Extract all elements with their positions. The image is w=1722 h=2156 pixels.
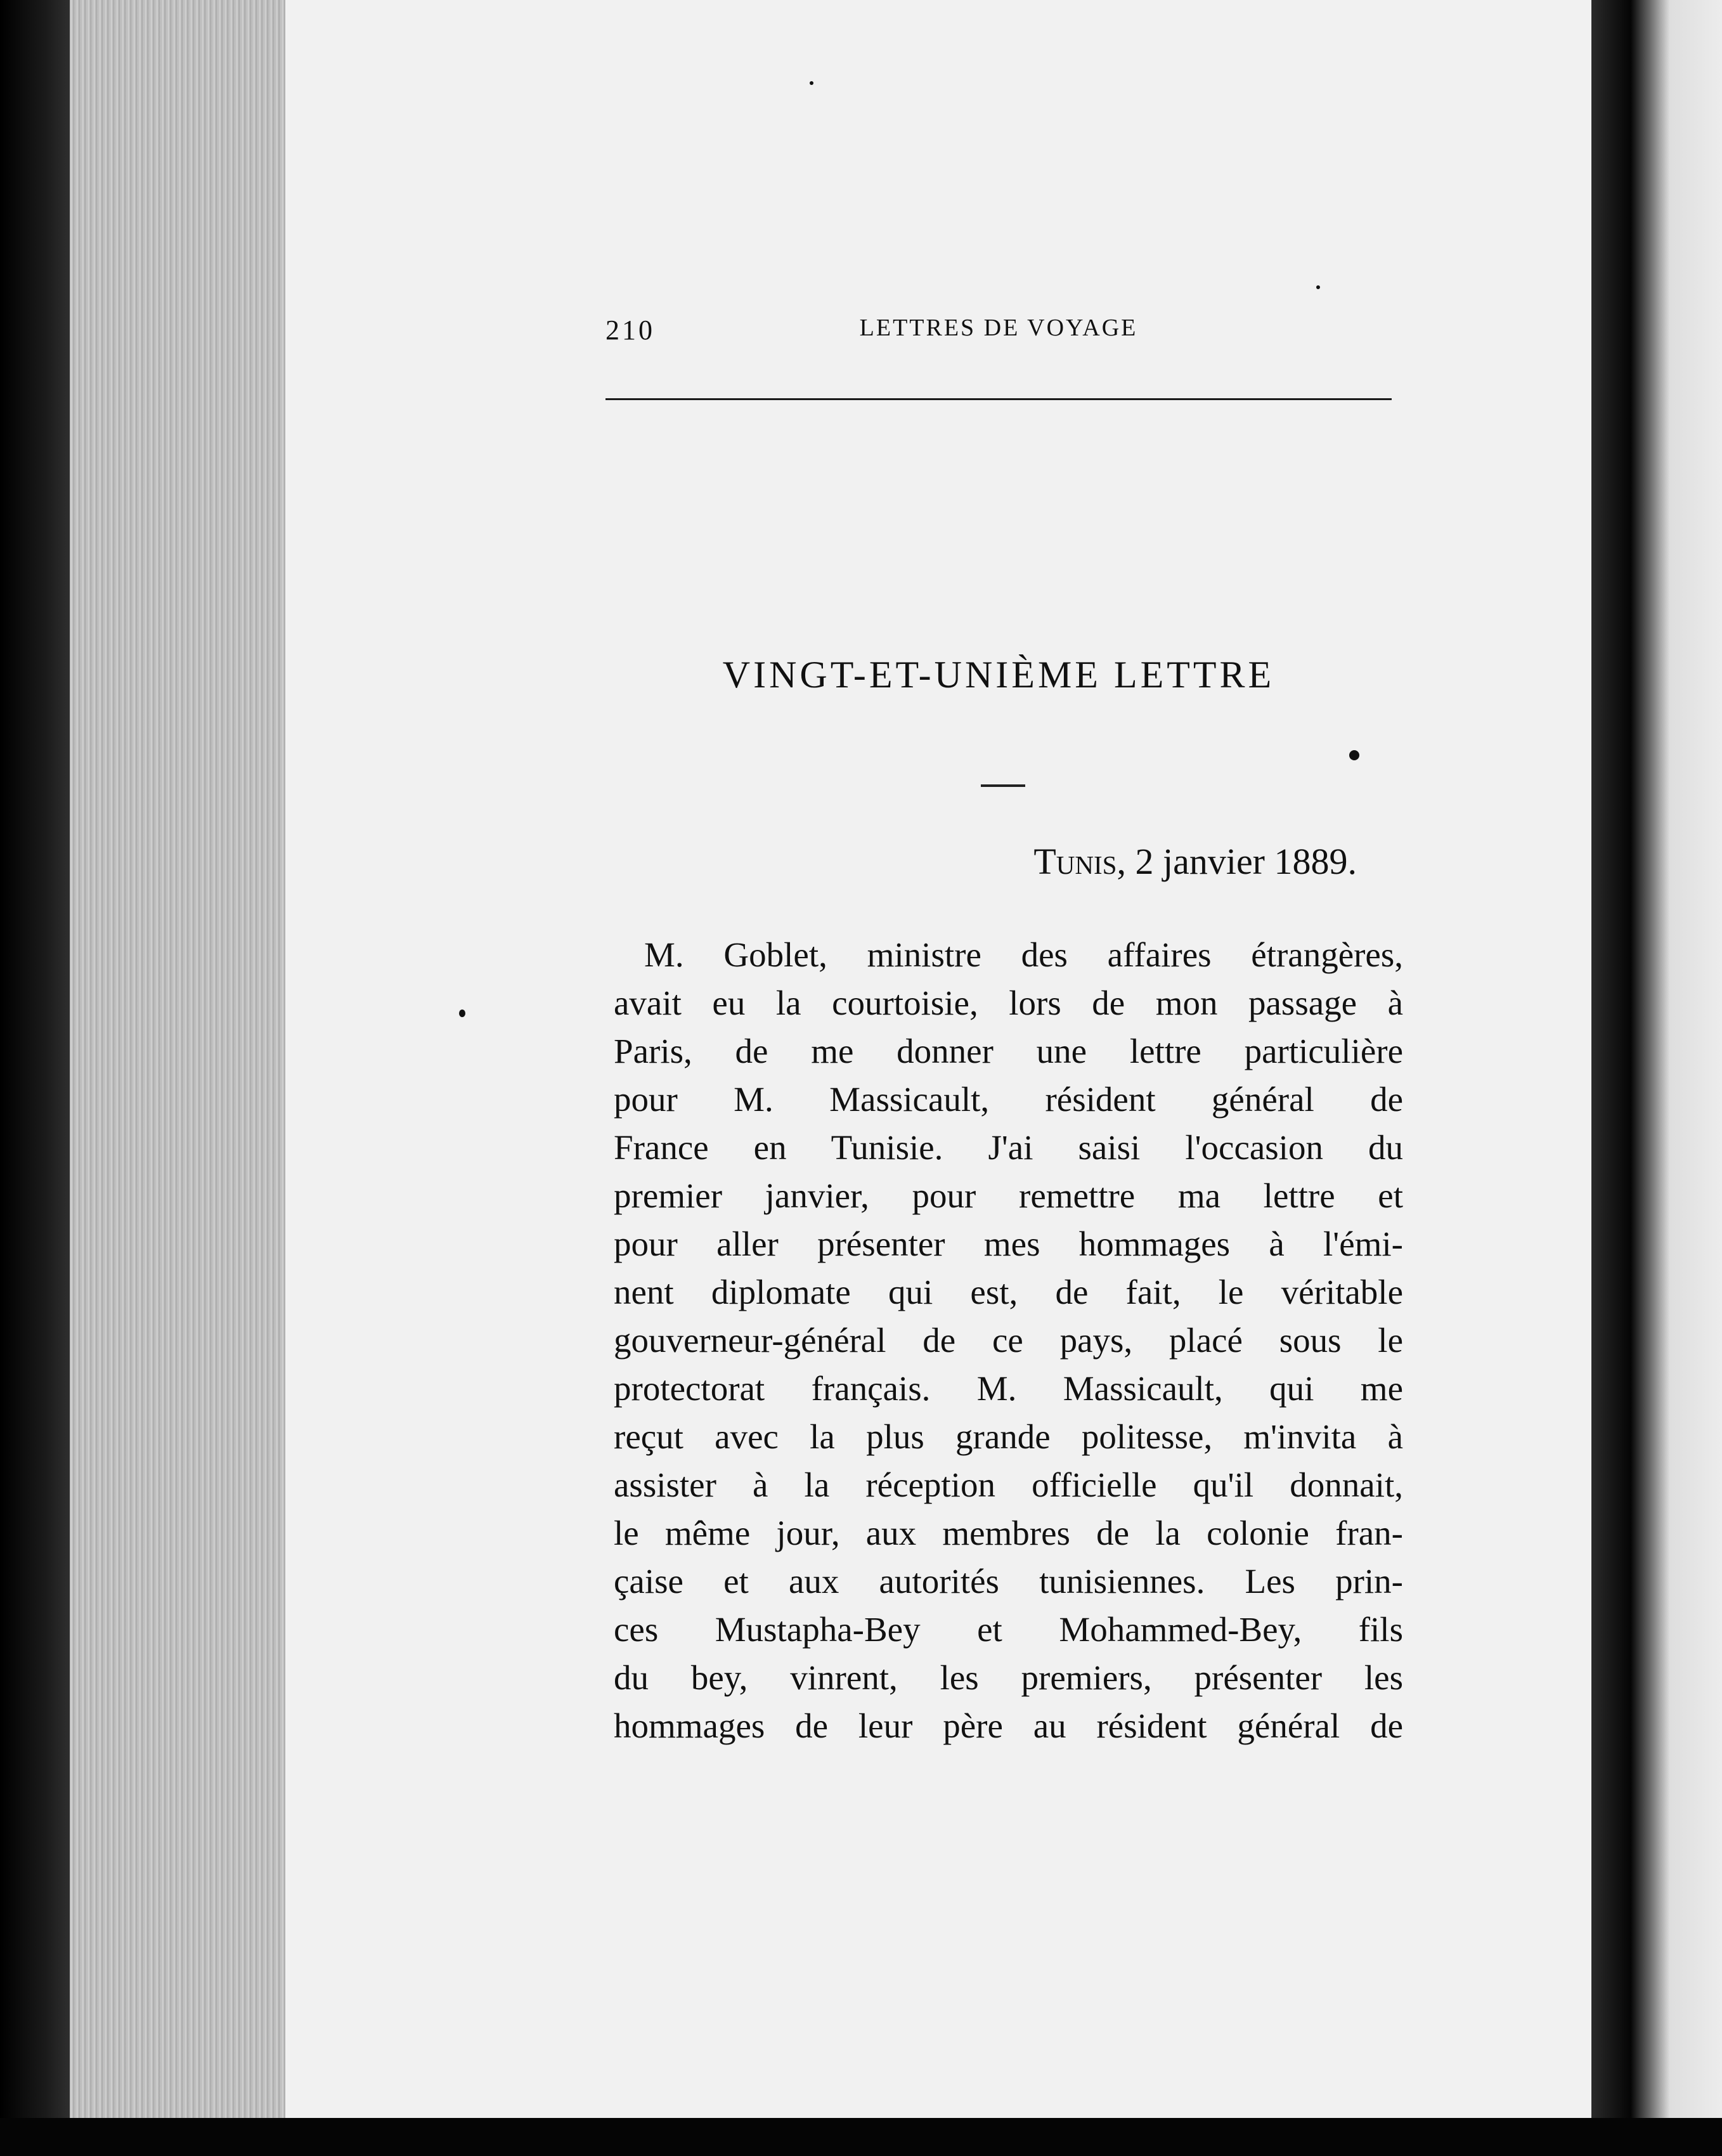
book-spine-right (1591, 0, 1722, 2156)
scan-border-bottom (0, 2118, 1722, 2156)
ink-speck (459, 1010, 465, 1017)
chapter-title: VINGT-ET-UNIÈME LETTRE (722, 654, 1275, 696)
text-line: assister à la réception officielle qu'il donnait, (614, 1465, 1403, 1504)
header-rule (605, 398, 1392, 400)
ink-speck (1349, 750, 1359, 760)
text-line: premier janvier, pour remettre ma lettre et (614, 1176, 1403, 1215)
text-line: protectorat français. M. Massicault, qui me (614, 1369, 1403, 1408)
text-line: pour M. Massicault, résident général de (614, 1080, 1403, 1119)
text-line: Paris, de me donner une lettre particulière (614, 1032, 1403, 1070)
text-line: nent diplomate qui est, de fait, le véritable (614, 1273, 1403, 1311)
ink-speck (1316, 285, 1320, 289)
text-line: ces Mustapha-Bey et Mohammed-Bey, fils (614, 1610, 1403, 1649)
text-line: çaise et aux autorités tunisiennes. Les prin- (614, 1562, 1403, 1601)
running-head (605, 314, 1392, 358)
dateline (605, 840, 1357, 883)
text-line: M. Goblet, ministre des affaires étrangères, (644, 935, 1403, 974)
body-text (614, 931, 1403, 1750)
text-line: le même jour, aux membres de la colonie fran- (614, 1514, 1403, 1552)
dateline-place: Tunis, (1033, 841, 1126, 882)
page-number: 210 (605, 315, 655, 346)
ink-speck (810, 81, 813, 85)
running-title: LETTRES DE VOYAGE (859, 315, 1138, 341)
text-line: gouverneur-général de ce pays, placé sous le (614, 1321, 1403, 1360)
dateline-date: 2 janvier 1889. (1135, 841, 1357, 882)
text-line: du bey, vinrent, les premiers, présenter les (614, 1658, 1403, 1697)
text-line: France en Tunisie. J'ai saisi l'occasion du (614, 1128, 1403, 1167)
chapter-dash (981, 784, 1025, 787)
text-line: pour aller présenter mes hommages à l'émi- (614, 1224, 1403, 1263)
text-line: avait eu la courtoisie, lors de mon passage à (614, 984, 1403, 1022)
text-line: reçut avec la plus grande politesse, m'invita à (614, 1417, 1403, 1456)
text-line: hommages de leur père au résident général de (614, 1706, 1403, 1745)
book-page-edges (70, 0, 285, 2118)
